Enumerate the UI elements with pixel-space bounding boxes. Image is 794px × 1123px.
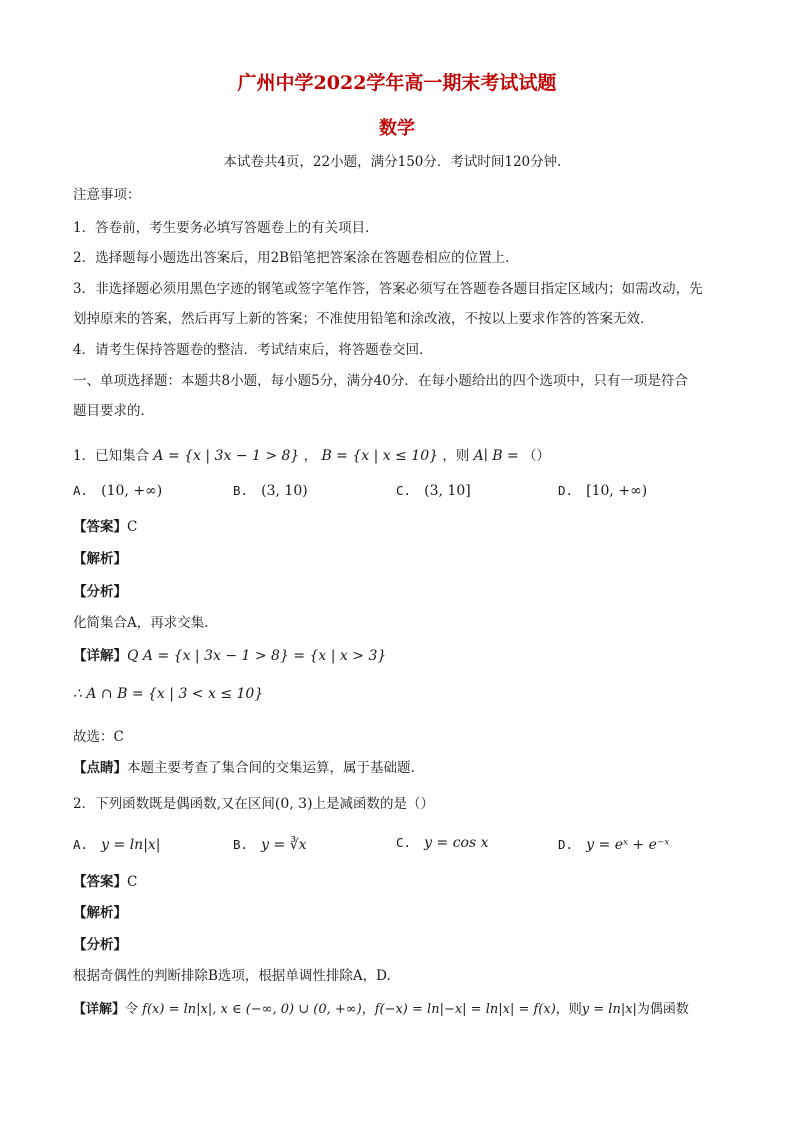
q2-option-a: [73, 834, 161, 853]
q2-fenxi: 根据奇偶性的判断排除B选项，根据单调性排除A，D.: [73, 968, 391, 984]
q1-option-c-value: (3, 10]: [424, 483, 471, 499]
q1-option-b-letter: B.: [233, 483, 249, 498]
note-item-3: 3．非选择题必须用黑色字迹的钢笔或签字笔作答，答案必须写在答题卷各题目指定区域内；如需改动，先: [73, 281, 703, 297]
q2-option-b-value: y = ∛x: [261, 837, 307, 853]
q1-stem: [73, 444, 550, 464]
section-heading-line2: 题目要求的．: [73, 403, 154, 419]
q1-comment-label: 【点睛】: [73, 760, 127, 776]
q1-option-b-value: (3, 10): [261, 483, 308, 499]
q1-answer-label: 【答案】: [73, 519, 127, 535]
q1-detail-formula: Q A = {x | 3x − 1 > 8} = {x | x > 3}: [127, 648, 387, 664]
q1-option-c-letter: C.: [396, 483, 412, 498]
q2-analysis-label: 【解析】: [73, 905, 127, 921]
note-item-4: 4．请考生保持答题卷的整洁．考试结束后，将答题卷交回．: [73, 342, 433, 358]
q2-option-a-value: y = ln|x|: [101, 837, 161, 853]
q2-option-b: [233, 834, 307, 853]
q1-option-a-value: (10, +∞): [101, 483, 163, 499]
q2-detail-y: y = ln|x|: [581, 1002, 637, 1017]
q2-prefix: 2．下列函数既是偶函数,又在区间: [73, 796, 275, 812]
q2-detail-f: f(x) = ln|x|, x ∈ (−∞, 0) ∪ (0, +∞): [142, 1002, 362, 1017]
q2-answer-value: C: [127, 874, 138, 890]
q1-option-d: [558, 480, 647, 499]
q1-option-d-value: [10, +∞): [586, 483, 648, 499]
q2-stem: [73, 792, 434, 812]
q2-detail-mid: ，: [361, 1002, 375, 1017]
q1-comment: [73, 756, 415, 776]
q1-answer-value: C: [127, 519, 138, 535]
q2-option-b-letter: B.: [233, 837, 249, 852]
q1-option-a: [73, 480, 162, 499]
q1-option-b: [233, 480, 308, 499]
q1-detail-label: 【详解】: [73, 648, 127, 664]
q2-answer: [73, 870, 137, 890]
exam-info: 本试卷共4页，22小题，满分150分．考试时间120分钟．: [223, 154, 571, 170]
q1-fenxi-label: 【分析】: [73, 584, 127, 600]
q2-detail-end: 为偶函数: [636, 1002, 689, 1017]
q2-interval: (0, 3): [274, 796, 313, 812]
q2-answer-label: 【答案】: [73, 874, 127, 890]
q1-sep: ，: [303, 448, 318, 464]
q1-answer: [73, 515, 137, 535]
q1-ask: A∣ B =: [473, 448, 519, 464]
q2-detail-f2: f(−x) = ln|−x| = ln|x| = f(x): [374, 1002, 556, 1017]
q1-therefore: ∴ A ∩ B = {x | 3 < x ≤ 10}: [73, 686, 264, 702]
q2-option-c-letter: C.: [396, 835, 412, 850]
q2-detail-then: ，则: [555, 1002, 582, 1017]
q2-detail-pre: 令: [125, 1002, 139, 1017]
q2-fenxi-label: 【分析】: [73, 937, 127, 953]
exam-subject: 数学: [379, 118, 415, 139]
q1-choose: 故选：C: [73, 729, 124, 745]
q1-paren: （）: [523, 448, 551, 464]
q2-option-d-value: y = eˣ + e⁻ˣ: [586, 837, 670, 853]
q1-detail: [73, 644, 386, 664]
section-heading-line1: 一、单项选择题：本题共8小题，每小题5分，满分40分．在每小题给出的四个选项中，只有一项是符合: [73, 373, 688, 389]
q1-fenxi: 化简集合A，再求交集.: [73, 615, 209, 631]
q1-analysis-label: 【解析】: [73, 551, 127, 567]
q2-option-c-value: y = cos x: [424, 835, 489, 851]
note-item-2: 2．选择题每小题选出答案后，用2B铅笔把答案涂在答题卷相应的位置上．: [73, 250, 519, 266]
q2-detail: [73, 998, 689, 1017]
note-item-1: 1．答卷前，考生要务必填写答题卷上的有关项目．: [73, 220, 379, 236]
q2-option-a-letter: A.: [73, 837, 89, 852]
q1-set-b: B = {x | x ≤ 10}: [321, 448, 439, 464]
q2-option-d-letter: D.: [558, 837, 574, 852]
q1-suffix: ，则: [442, 448, 470, 464]
q1-comment-text: 本题主要考查了集合间的交集运算，属于基础题.: [127, 760, 415, 776]
q1-option-d-letter: D.: [558, 483, 574, 498]
q2-suffix: 上是减函数的是（）: [312, 796, 435, 812]
q2-option-c: [396, 832, 489, 851]
q2-option-d: [558, 834, 669, 853]
q1-prefix: 1．已知集合: [73, 448, 150, 464]
q2-detail-label: 【详解】: [73, 1002, 126, 1017]
exam-title: 广州中学2022学年高一期末考试试题: [237, 72, 557, 94]
q1-set-a: A = {x | 3x − 1 > 8}: [153, 448, 300, 464]
note-item-3-cont: 划掉原来的答案，然后再写上新的答案；不准使用铅笔和涂改液，不按以上要求作答的答案无效．: [73, 311, 654, 327]
q1-option-a-letter: A.: [73, 483, 89, 498]
q1-option-c: [396, 480, 471, 499]
notes-heading: 注意事项：: [73, 187, 141, 203]
